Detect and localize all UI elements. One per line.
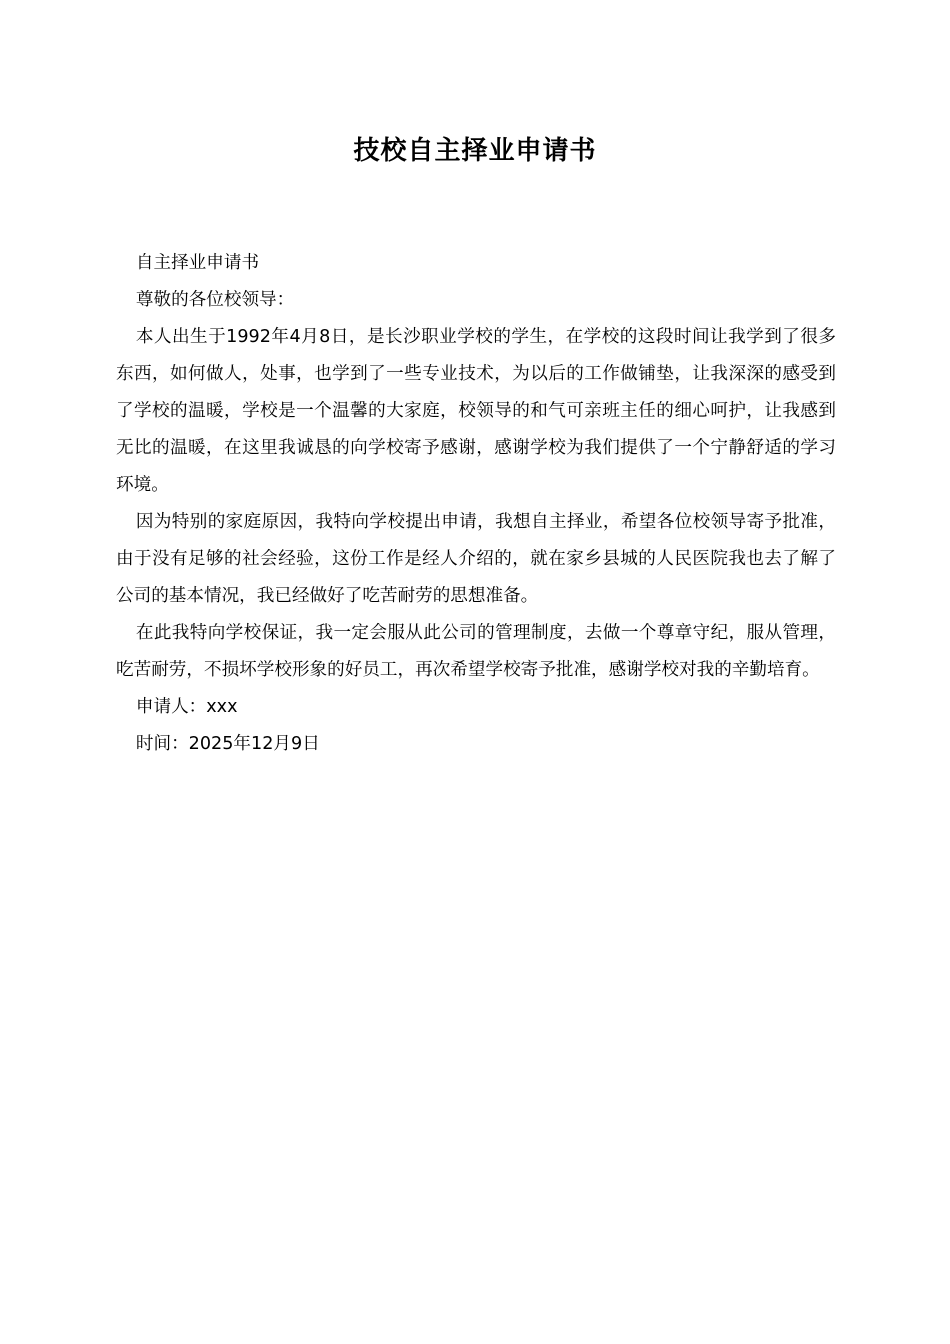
salutation: 尊敬的各位校领导： [135,290,295,310]
document-body [116,245,836,763]
paragraph-pledge: 在此我特向学校保证，我一定会服从此公司的管理制度，去做一个尊章守纪，服从管理，吃苦耐劳，不损坏学校形象的好员工，再次希望学校寄予批准，感谢学校对我的辛勤培育。 [116,623,836,680]
heading-line: 自主择业申请书 [135,253,260,273]
applicant-line: 申请人：xxx [135,697,238,717]
paragraph-introduction: 本人出生于1992年4月8日，是长沙职业学校的学生，在学校的这段时间让我学到了很多东西，如何做人，处事，也学到了一些专业技术，为以后的工作做铺垫，让我深深的感受到了学校的温暖，学校是一个温馨的大家庭，校领导的和气可亲班主任的细心呵护，让我感到无比的温暖，在这里我诚恳的向学校寄予感谢，感谢学校为我们提供了一个宁静舒适的学习环境。 [116,327,836,495]
document-title: 技校自主择业申请书 [353,136,597,166]
paragraph-reason: 因为特别的家庭原因，我特向学校提出申请，我想自主择业，希望各位校领导寄予批准，由于没有足够的社会经验，这份工作是经人介绍的，就在家乡县城的人民医院我也去了解了公司的基本情况，我已经做好了吃苦耐劳的思想准备。 [116,512,836,606]
date-line: 时间：2025年12月9日 [135,734,320,754]
